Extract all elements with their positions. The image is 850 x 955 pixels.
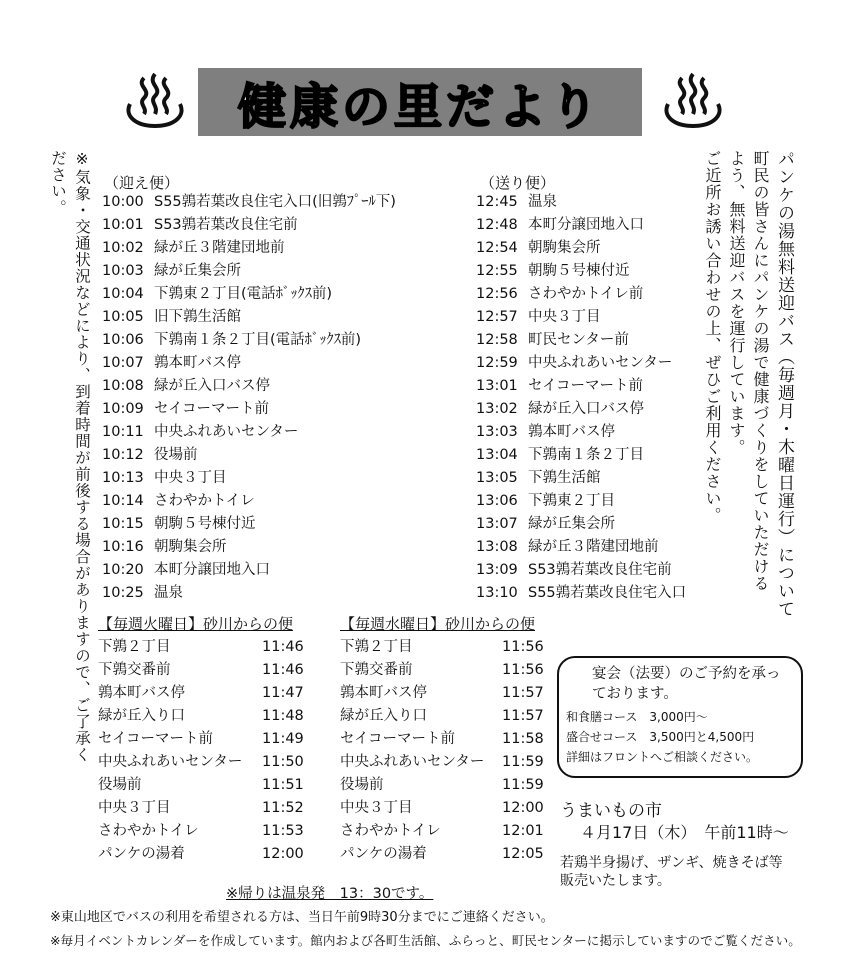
stop-name: 中央３丁目 xyxy=(528,309,601,325)
time: 13:05 xyxy=(476,470,518,486)
stop-name: 役場前 xyxy=(98,777,142,793)
schedule-row xyxy=(476,559,672,581)
dropoff-heading: （送り便） xyxy=(480,174,556,192)
schedule-row xyxy=(102,283,332,305)
stop-name: 旧下鶉生活館 xyxy=(154,309,241,325)
time: 13:03 xyxy=(476,424,518,440)
time: 10:05 xyxy=(102,309,144,325)
schedule-row xyxy=(476,467,601,489)
schedule-row xyxy=(102,559,270,581)
stop-name: S55鶉若葉改良住宅入口(旧鶉ﾌﾟｰﾙ下) xyxy=(154,194,396,210)
vertical-note: ※気象・交通状況などにより、到着時間が前後する場合がありますので、ご了承ください。 xyxy=(49,150,91,763)
schedule-row xyxy=(476,306,601,328)
schedule-row xyxy=(102,214,298,236)
stop-name: 下鶉南１条２丁目 xyxy=(528,447,644,463)
time: 10:16 xyxy=(102,539,144,555)
stop-name: 中央ふれあいセンター xyxy=(154,424,299,440)
schedule-row xyxy=(340,682,548,704)
schedule-row xyxy=(476,513,615,535)
schedule-row xyxy=(476,283,643,305)
schedule-row xyxy=(476,421,615,443)
time: 10:20 xyxy=(102,562,144,578)
pickup-heading: （迎え便） xyxy=(104,174,180,192)
time: 13:01 xyxy=(476,378,518,394)
stop-name: 朝駒５号棟付近 xyxy=(528,263,630,279)
stop-name: さわやかトイレ xyxy=(340,823,441,839)
schedule-row xyxy=(102,306,241,328)
stop-name: 役場前 xyxy=(154,447,198,463)
banquet-course1: 和食膳コース 3,000円～ xyxy=(566,710,708,724)
schedule-row xyxy=(476,375,643,397)
schedule-row xyxy=(102,467,227,489)
schedule-row xyxy=(102,191,396,213)
stop-name: 朝駒集会所 xyxy=(528,240,601,256)
time: 12:05 xyxy=(502,846,544,862)
time: 12:59 xyxy=(476,355,518,371)
time: 13:02 xyxy=(476,401,518,417)
time: 10:14 xyxy=(102,493,144,509)
time: 10:15 xyxy=(102,516,144,532)
time: 13:07 xyxy=(476,516,518,532)
time: 13:10 xyxy=(476,585,518,601)
page-title: 健康の里だより xyxy=(237,78,602,135)
stop-name: セイコーマート前 xyxy=(528,378,643,394)
stop-name: 下鶉２丁目 xyxy=(340,639,413,655)
wednesday-heading: 【毎週水曜日】砂川からの便 xyxy=(340,615,536,633)
time: 11:57 xyxy=(502,685,544,701)
time: 10:11 xyxy=(102,424,144,440)
stop-name: 緑が丘入り口 xyxy=(340,708,427,724)
tuesday-heading: 【毎週火曜日】砂川からの便 xyxy=(98,615,294,633)
banquet-line1: 宴会（法要）のご予約を承っ xyxy=(592,666,781,682)
time: 11:59 xyxy=(502,777,544,793)
stop-name: 緑が丘集会所 xyxy=(154,263,241,279)
stop-name: 緑が丘入口バス停 xyxy=(154,378,270,394)
schedule-row xyxy=(476,398,644,420)
time: 11:57 xyxy=(502,708,544,724)
stop-name: 下鶉交番前 xyxy=(98,662,171,678)
stop-name: セイコーマート前 xyxy=(154,401,269,417)
stop-name: 下鶉交番前 xyxy=(340,662,413,678)
stop-name: 下鶉生活館 xyxy=(528,470,601,486)
stop-name: 鶉本町バス停 xyxy=(98,685,185,701)
schedule-row xyxy=(476,329,629,351)
stop-name: 下鶉２丁目 xyxy=(98,639,171,655)
schedule-row xyxy=(340,636,548,658)
time: 10:12 xyxy=(102,447,144,463)
stop-name: S53鶉若葉改良住宅前 xyxy=(154,217,298,233)
stop-name: 本町分譲団地入口 xyxy=(528,217,644,233)
intro-heading: パンケの湯無料送迎バス（毎週月・木曜日運行）について xyxy=(774,150,794,618)
stop-name: 町民センター前 xyxy=(528,332,629,348)
banquet-line2: ております。 xyxy=(592,686,678,702)
schedule-row xyxy=(98,751,308,773)
stop-name: 温泉 xyxy=(154,585,183,601)
stop-name: さわやかトイレ前 xyxy=(528,286,644,302)
schedule-row xyxy=(102,513,256,535)
hot-spring-icon xyxy=(660,70,726,130)
stop-name: 緑が丘入り口 xyxy=(98,708,185,724)
stop-name: 下鶉東２丁目 xyxy=(528,493,615,509)
banquet-note: 詳細はフロントへご相談ください。 xyxy=(566,750,759,764)
time: 11:56 xyxy=(502,639,544,655)
stop-name: 役場前 xyxy=(340,777,384,793)
time: 10:01 xyxy=(102,217,144,233)
schedule-row xyxy=(102,375,270,397)
banquet-course2: 盛合せコース 3,500円と4,500円 xyxy=(566,730,755,744)
time: 11:59 xyxy=(502,754,544,770)
time: 12:48 xyxy=(476,217,518,233)
time: 11:52 xyxy=(262,800,304,816)
stop-name: 温泉 xyxy=(528,194,557,210)
intro-line3: ご近所お誘い合わせの上、ぜひご利用ください。 xyxy=(703,150,722,524)
hot-spring-icon xyxy=(122,70,188,130)
time: 10:03 xyxy=(102,263,144,279)
stop-name: 中央３丁目 xyxy=(154,470,227,486)
time: 13:06 xyxy=(476,493,518,509)
schedule-row xyxy=(98,659,308,681)
stop-name: 中央３丁目 xyxy=(98,800,171,816)
schedule-row xyxy=(476,352,672,374)
schedule-row xyxy=(98,843,308,865)
market-desc2: 販売いたします。 xyxy=(560,873,671,889)
time: 11:58 xyxy=(502,731,544,747)
time: 12:56 xyxy=(476,286,518,302)
schedule-row xyxy=(476,490,615,512)
stop-name: 緑が丘３階建団地前 xyxy=(528,539,659,555)
schedule-row xyxy=(102,398,269,420)
stop-name: 朝駒５号棟付近 xyxy=(154,516,256,532)
stop-name: S55鶉若葉改良住宅入口 xyxy=(528,585,687,601)
time: 13:04 xyxy=(476,447,518,463)
time: 12:54 xyxy=(476,240,518,256)
schedule-row xyxy=(98,820,308,842)
intro-line1: 町民の皆さんにパンケの湯で健康づくりをしていただける xyxy=(751,150,770,592)
time: 12:55 xyxy=(476,263,518,279)
schedule-row xyxy=(476,582,686,604)
stop-name: セイコーマート前 xyxy=(98,731,213,747)
schedule-row xyxy=(476,214,644,236)
time: 11:47 xyxy=(262,685,304,701)
schedule-row xyxy=(102,260,241,282)
schedule-row xyxy=(98,728,308,750)
schedule-row xyxy=(340,774,548,796)
time: 11:56 xyxy=(502,662,544,678)
schedule-row xyxy=(98,705,308,727)
schedule-row xyxy=(476,444,644,466)
stop-name: 下鶉南１条２丁目(電話ﾎﾞｯｸｽ前) xyxy=(154,332,362,348)
footer-line2: ※毎月イベントカレンダーを作成しています。館内および各町生活館、ふらっと、町民センターに掲示していますのでご覧ください。 xyxy=(50,933,801,948)
schedule-row xyxy=(98,682,308,704)
stop-name: 中央ふれあいセンター xyxy=(528,355,673,371)
time: 12:57 xyxy=(476,309,518,325)
time: 10:13 xyxy=(102,470,144,486)
time: 13:09 xyxy=(476,562,518,578)
time: 12:58 xyxy=(476,332,518,348)
time: 11:53 xyxy=(262,823,304,839)
schedule-row xyxy=(340,659,548,681)
time: 11:51 xyxy=(262,777,304,793)
stop-name: パンケの湯着 xyxy=(98,846,185,862)
schedule-row xyxy=(102,490,255,512)
schedule-row xyxy=(340,751,548,773)
schedule-row xyxy=(340,705,548,727)
stop-name: 鶉本町バス停 xyxy=(340,685,427,701)
stop-name: 緑が丘３階建団地前 xyxy=(154,240,285,256)
time: 11:49 xyxy=(262,731,304,747)
stop-name: パンケの湯着 xyxy=(340,846,427,862)
schedule-row xyxy=(476,536,659,558)
time: 10:04 xyxy=(102,286,144,302)
stop-name: 中央３丁目 xyxy=(340,800,413,816)
time: 10:02 xyxy=(102,240,144,256)
time: 12:00 xyxy=(502,800,544,816)
stop-name: 中央ふれあいセンター xyxy=(98,754,243,770)
time: 10:07 xyxy=(102,355,144,371)
schedule-row xyxy=(102,352,241,374)
stop-name: 鶉本町バス停 xyxy=(528,424,615,440)
schedule-row xyxy=(102,329,361,351)
schedule-row xyxy=(476,260,630,282)
time: 11:50 xyxy=(262,754,304,770)
market-date: ４月17日（木） 午前11時～ xyxy=(580,823,789,842)
footer-line1: ※東山地区でバスの利用を希望される方は、当日午前9時30分までにご連絡ください。 xyxy=(50,910,554,925)
time: 10:25 xyxy=(102,585,144,601)
time: 10:06 xyxy=(102,332,144,348)
time: 12:01 xyxy=(502,823,544,839)
stop-name: 本町分譲団地入口 xyxy=(154,562,270,578)
intro-line2: よう、無料送迎バスを運行しています。 xyxy=(727,150,746,456)
stop-name: 朝駒集会所 xyxy=(154,539,227,555)
time: 11:46 xyxy=(262,662,304,678)
schedule-row xyxy=(102,237,285,259)
return-note: ※帰りは温泉発 13：30です。 xyxy=(226,886,434,902)
schedule-row xyxy=(340,820,548,842)
time: 12:45 xyxy=(476,194,518,210)
schedule-row xyxy=(476,191,557,213)
schedule-row xyxy=(340,728,548,750)
stop-name: 緑が丘集会所 xyxy=(528,516,615,532)
time: 12:00 xyxy=(262,846,304,862)
schedule-row xyxy=(340,797,548,819)
stop-name: 中央ふれあいセンター xyxy=(340,754,485,770)
stop-name: さわやかトイレ xyxy=(154,493,255,509)
stop-name: 下鶉東２丁目(電話ﾎﾞｯｸｽ前) xyxy=(154,286,333,302)
schedule-row xyxy=(476,237,601,259)
schedule-row xyxy=(102,536,227,558)
schedule-row xyxy=(102,582,183,604)
stop-name: S53鶉若葉改良住宅前 xyxy=(528,562,672,578)
schedule-row xyxy=(98,774,308,796)
time: 11:48 xyxy=(262,708,304,724)
time: 10:00 xyxy=(102,194,144,210)
schedule-row xyxy=(102,444,198,466)
stop-name: さわやかトイレ xyxy=(98,823,199,839)
stop-name: 緑が丘入口バス停 xyxy=(528,401,644,417)
stop-name: 鶉本町バス停 xyxy=(154,355,241,371)
schedule-row xyxy=(102,421,298,443)
schedule-row xyxy=(98,797,308,819)
schedule-row xyxy=(340,843,548,865)
time: 13:08 xyxy=(476,539,518,555)
market-desc1: 若鶏半身揚げ、ザンギ、焼きそば等 xyxy=(560,855,783,871)
time: 11:46 xyxy=(262,639,304,655)
market-title: うまいもの市 xyxy=(560,801,662,821)
stop-name: セイコーマート前 xyxy=(340,731,455,747)
time: 10:09 xyxy=(102,401,144,417)
time: 10:08 xyxy=(102,378,144,394)
schedule-row xyxy=(98,636,308,658)
